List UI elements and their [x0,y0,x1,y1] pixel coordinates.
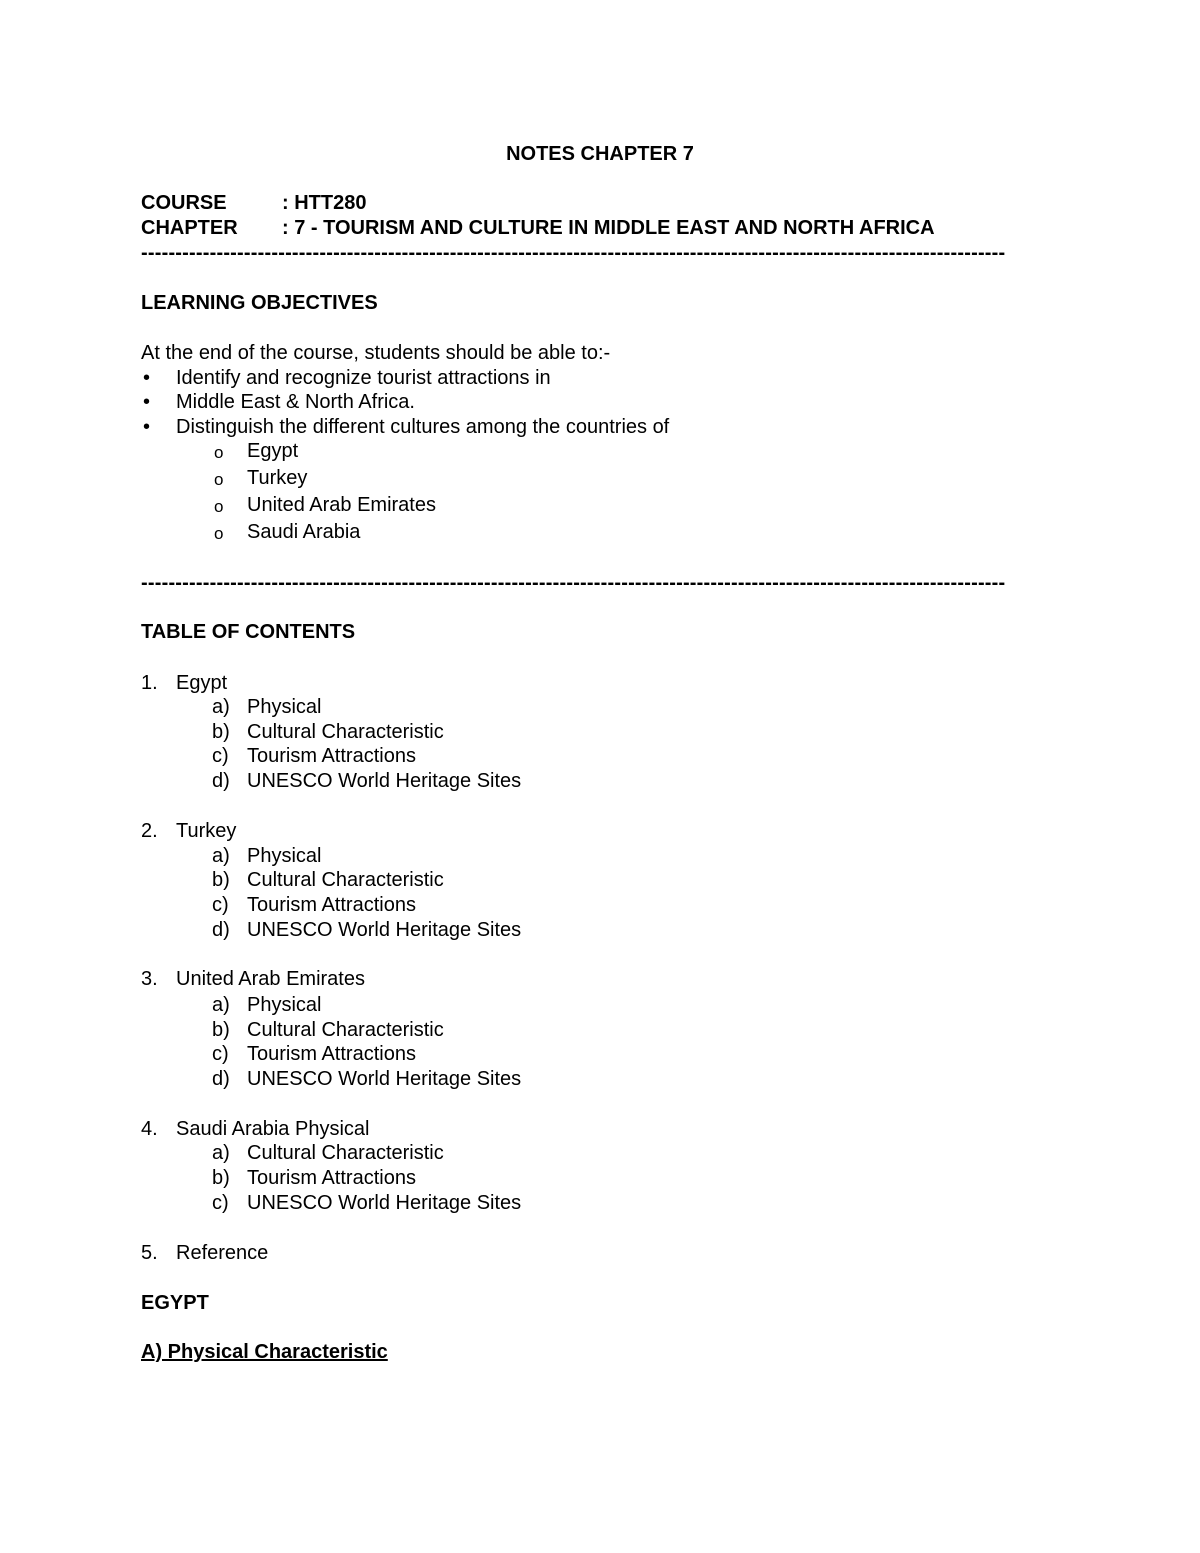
toc-number: 1. [141,672,158,694]
toc-sub-item: Physical [247,994,322,1016]
toc-sub-letter: c) [212,1192,229,1214]
toc-sub-letter: d) [212,919,230,941]
toc-number: 4. [141,1118,158,1140]
toc-sub-item: Physical [247,696,322,718]
course-label: COURSE [141,192,227,214]
toc-item-uae: United Arab Emirates [176,968,365,990]
objectives-intro: At the end of the course, students should be able to:- [141,342,611,364]
divider-line: ------------------------------------------------------------------------------------------------------------------------------ [141,572,1006,594]
toc-item-turkey: Turkey [176,820,237,842]
circle-bullet-icon: o [214,470,224,489]
toc-sub-item: UNESCO World Heritage Sites [247,919,522,941]
country-item: United Arab Emirates [247,494,436,516]
objective-bullet: Identify and recognize tourist attractions in [176,367,551,389]
divider-line: ------------------------------------------------------------------------------------------------------------------------------ [141,242,1006,264]
course-value: : HTT280 [282,192,367,214]
toc-sub-letter: b) [212,1167,230,1189]
bullet-icon: • [143,391,151,413]
circle-bullet-icon: o [214,443,224,462]
toc-sub-letter: b) [212,721,230,743]
document-title: NOTES CHAPTER 7 [506,143,694,165]
toc-item-egypt: Egypt [176,672,228,694]
toc-sub-item: Tourism Attractions [247,745,416,767]
toc-sub-item: Cultural Characteristic [247,721,444,743]
chapter-value: : 7 - TOURISM AND CULTURE IN MIDDLE EAST AND NORTH AFRICA [282,217,935,239]
subsection-heading: A) Physical Characteristic [141,1341,388,1363]
toc-sub-item: Cultural Characteristic [247,1019,444,1041]
country-item: Egypt [247,440,299,462]
toc-sub-item: Cultural Characteristic [247,1142,444,1164]
country-item: Saudi Arabia [247,521,361,543]
toc-number: 2. [141,820,158,842]
toc-sub-letter: c) [212,894,229,916]
toc-sub-letter: c) [212,745,229,767]
objective-bullet: Middle East & North Africa. [176,391,415,413]
toc-heading: TABLE OF CONTENTS [141,621,356,643]
learning-objectives-heading: LEARNING OBJECTIVES [141,292,378,314]
toc-sub-item: Tourism Attractions [247,1167,416,1189]
toc-sub-letter: a) [212,845,230,867]
toc-sub-item: Cultural Characteristic [247,869,444,891]
toc-sub-letter: a) [212,696,230,718]
bullet-icon: • [143,367,151,389]
toc-sub-letter: b) [212,1019,230,1041]
country-item: Turkey [247,467,308,489]
toc-sub-item: Tourism Attractions [247,1043,416,1065]
toc-sub-letter: a) [212,994,230,1016]
toc-sub-item: Tourism Attractions [247,894,416,916]
toc-sub-letter: d) [212,770,230,792]
toc-sub-item: UNESCO World Heritage Sites [247,770,522,792]
bullet-icon: • [143,416,151,438]
toc-sub-letter: b) [212,869,230,891]
toc-item-saudi-arabia: Saudi Arabia Physical [176,1118,370,1140]
toc-sub-item: UNESCO World Heritage Sites [247,1192,522,1214]
chapter-label: CHAPTER [141,217,238,239]
section-heading-egypt: EGYPT [141,1292,209,1314]
toc-number: 5. [141,1242,158,1264]
toc-item-reference: Reference [176,1242,269,1264]
toc-number: 3. [141,968,158,990]
circle-bullet-icon: o [214,497,224,516]
toc-sub-letter: a) [212,1142,230,1164]
toc-sub-item: UNESCO World Heritage Sites [247,1068,522,1090]
toc-sub-letter: d) [212,1068,230,1090]
toc-sub-letter: c) [212,1043,229,1065]
toc-sub-item: Physical [247,845,322,867]
circle-bullet-icon: o [214,524,224,543]
objective-bullet: Distinguish the different cultures among the countries of [176,416,670,438]
